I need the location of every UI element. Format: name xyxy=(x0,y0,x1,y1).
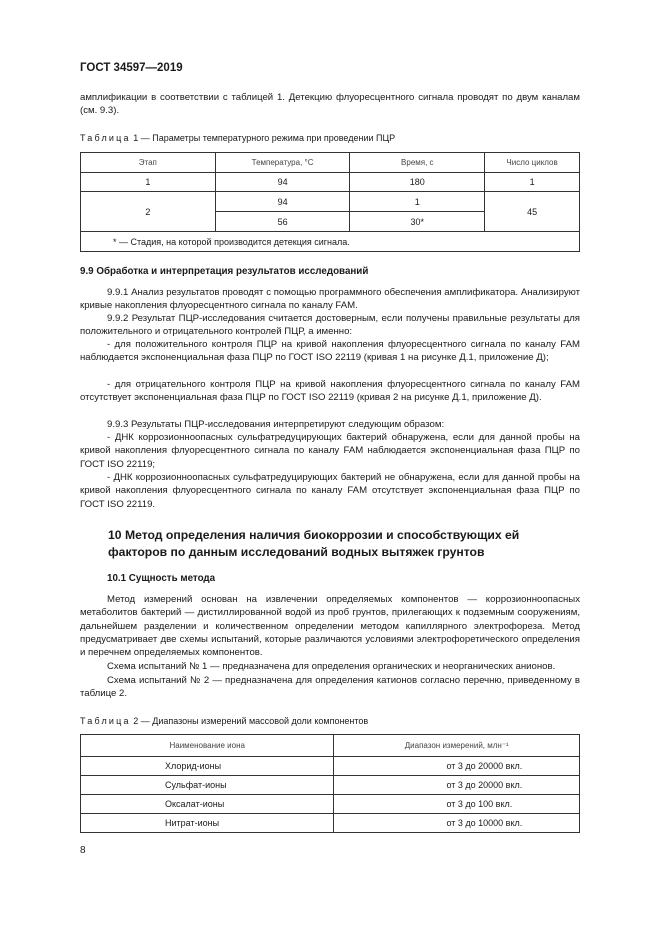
table-cell: 1 xyxy=(350,192,485,212)
paragraph-positive-control: - для положительного контроля ПЦР на кривой накопления флуоресцентного сигнала по каналу FAM наблюдается экспоненциальная фаза ПЦР по ГОСТ ISO 22119 (кривая 1 на рисунке Д.1, приложение Д); xyxy=(80,339,580,364)
table-cell: Сульфат-ионы xyxy=(81,776,334,795)
table1-caption xyxy=(80,133,395,143)
table2-header-ion: Наименование иона xyxy=(81,735,334,757)
table1-header-time: Время, с xyxy=(350,153,485,173)
table-cell: 94 xyxy=(215,173,350,192)
table-cell: 56 xyxy=(215,212,350,232)
table-row xyxy=(81,814,580,833)
paragraph-9-9-2: 9.9.2 Результат ПЦР-исследования считается достоверным, если получены правильные результаты для положительного и отрицательного контролей ПЦР, а именно: xyxy=(80,313,580,338)
table-cell: 45 xyxy=(485,192,580,232)
table1-footnote: * — Стадия, на которой производится детекция сигнала. xyxy=(81,232,580,252)
table2-caption xyxy=(80,716,368,726)
paragraph-scheme-2: Схема испытаний № 2 — предназначена для определения катионов согласно перечню, приведенному в таблице 2. xyxy=(80,675,580,700)
section-10-1-title: 10.1 Сущность метода xyxy=(107,573,216,584)
table-cell: 2 xyxy=(81,192,216,232)
table-row xyxy=(81,795,580,814)
table-cell: Хлорид-ионы xyxy=(81,757,334,776)
table-cell: 30* xyxy=(350,212,485,232)
table-row xyxy=(81,192,580,212)
intro-paragraph: амплификации в соответствии с таблицей 1. Детекцию флуоресцентного сигнала проводят по двум каналам (см. 9.3). xyxy=(80,92,580,117)
table-row xyxy=(81,757,580,776)
paragraph-dna-not-detected: - ДНК коррозионноопасных сульфатредуцирующих бактерий не обнаружена, если для данной пробы на кривой накопления флуоресцентного сигнала по каналу FAM отсутствует экспоненциальная фаза ПЦР по ГОСТ ISO 22119. xyxy=(80,472,580,510)
table-cell: 180 xyxy=(350,173,485,192)
pcr-temperature-table xyxy=(80,152,580,252)
document-header: ГОСТ 34597—2019 xyxy=(80,62,183,74)
table1-header-stage: Этап xyxy=(81,153,216,173)
paragraph-dna-detected: - ДНК коррозионноопасных сульфатредуцирующих бактерий обнаружена, если для данной пробы на кривой накопления флуоресцентного сигнала по каналу FAM наблюдается экспоненциальная фаза ПЦР по ГОСТ ISO 22119; xyxy=(80,432,580,470)
table2-caption-prefix: Таблица xyxy=(80,716,131,726)
table1-caption-prefix: Таблица xyxy=(80,133,131,143)
ion-ranges-table xyxy=(80,734,580,833)
table-row xyxy=(81,173,580,192)
table-cell: 1 xyxy=(81,173,216,192)
table-cell: от 3 до 10000 вкл. xyxy=(334,814,580,833)
table1-header-temperature: Температура, °С xyxy=(215,153,350,173)
section-10-title: 10 Метод определения наличия биокоррозии и способствующих ей факторов по данным исследований водных вытяжек грунтов xyxy=(108,528,520,559)
table-cell: Оксалат-ионы xyxy=(81,795,334,814)
table-cell: 1 xyxy=(485,173,580,192)
paragraph-negative-control: - для отрицательного контроля ПЦР на кривой накопления флуоресцентного сигнала по каналу FAM отсутствует экспоненциальная фаза ПЦР по ГОСТ ISO 22119 (кривая 2 на рисунке Д.1, приложение Д). xyxy=(80,379,580,404)
table-cell: от 3 до 100 вкл. xyxy=(334,795,580,814)
table-row xyxy=(81,776,580,795)
paragraph-9-9-3: 9.9.3 Результаты ПЦР-исследования интерпретируют следующим образом: xyxy=(107,419,445,430)
paragraph-9-9-1: 9.9.1 Анализ результатов проводят с помощью программного обеспечения амплификатора. Анализируют кривые накопления флуоресцентного сигнала по каналу FAM. xyxy=(80,287,580,312)
paragraph-method: Метод измерений основан на извлечении определяемых компонентов — коррозионноопасных метаболитов бактерий — дистиллированной водой из проб грунтов, прилегающих к подземным сооружениям, дальнейшем разделении и количественном определении методом капиллярного электрофореза. Метод предусматривает две схемы испытаний, которые различаются условиями электрофоретического определения и перечнем определяемых компонентов. xyxy=(80,594,580,659)
table-cell: от 3 до 20000 вкл. xyxy=(334,757,580,776)
table1-caption-text: 1 — Параметры температурного режима при проведении ПЦР xyxy=(133,133,396,143)
table-cell: от 3 до 20000 вкл. xyxy=(334,776,580,795)
section-9-9-title: 9.9 Обработка и интерпретация результатов исследований xyxy=(80,266,369,277)
table-cell: 94 xyxy=(215,192,350,212)
table1-header-cycles: Число циклов xyxy=(485,153,580,173)
paragraph-scheme-1: Схема испытаний № 1 — предназначена для определения органических и неорганических анионов. xyxy=(107,661,556,672)
table2-caption-text: 2 — Диапазоны измерений массовой доли компонентов xyxy=(133,716,369,726)
page-number: 8 xyxy=(80,845,86,856)
table-cell: Нитрат-ионы xyxy=(81,814,334,833)
table2-header-range: Диапазон измерений, млн⁻¹ xyxy=(334,735,580,757)
